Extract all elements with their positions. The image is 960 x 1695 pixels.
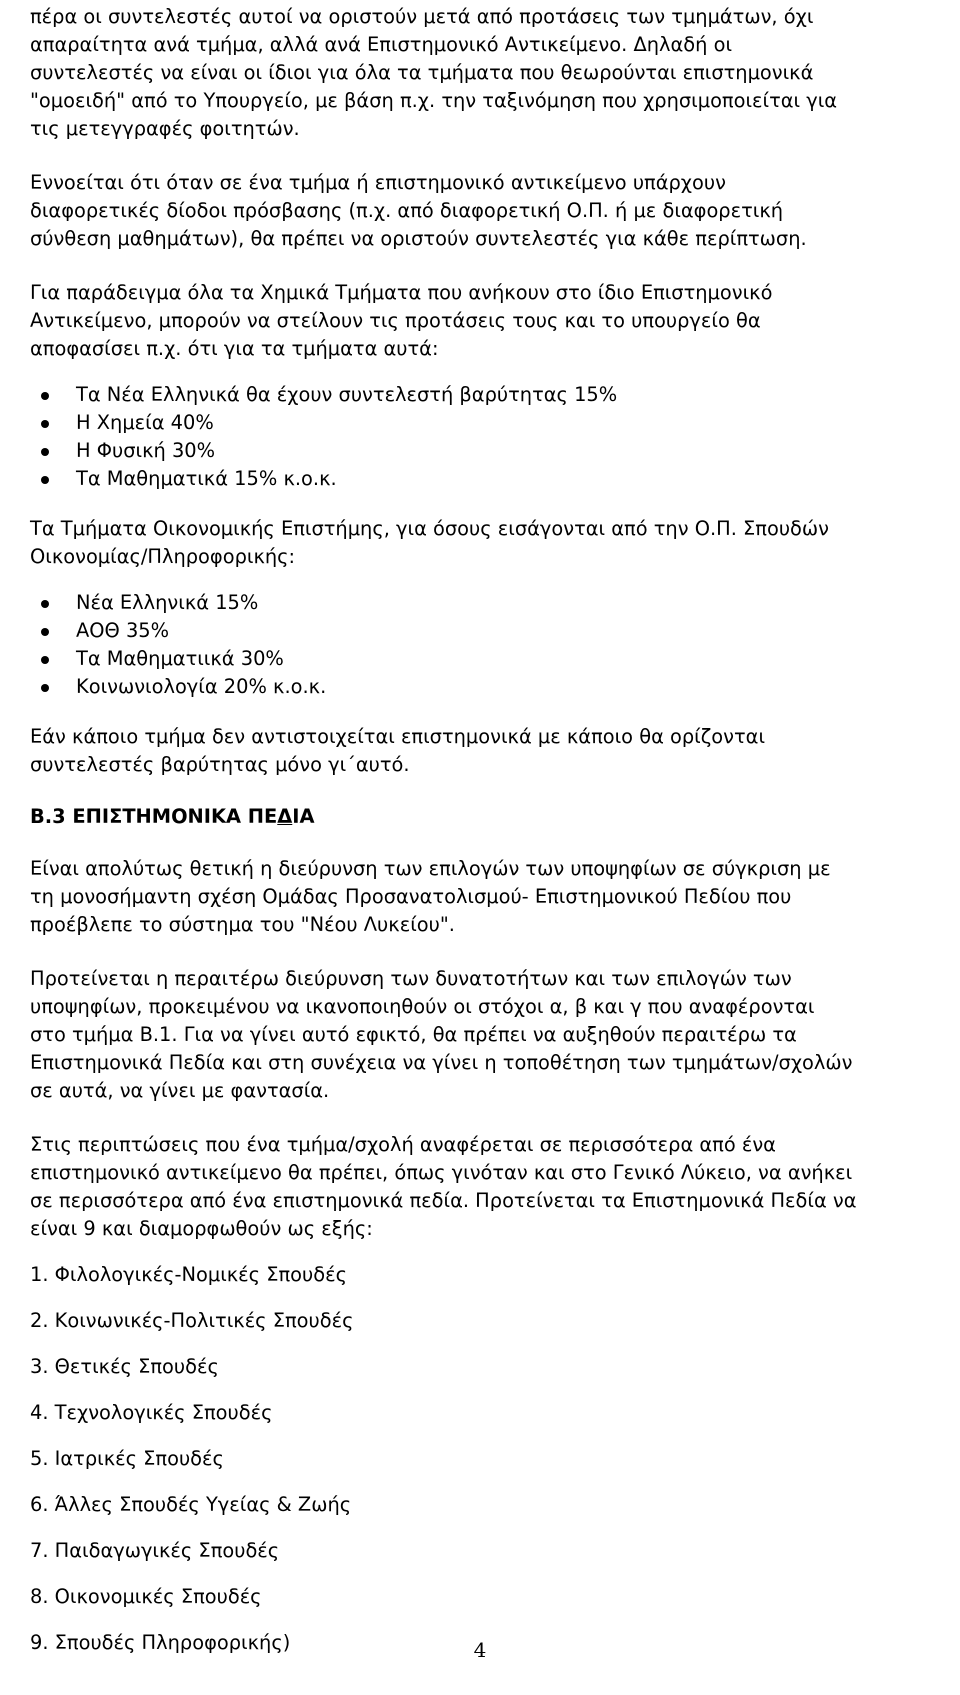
bullet-list-chemistry xyxy=(30,381,950,493)
text-line: Στις περιπτώσεις που ένα τμήμα/σχολή αναφέρεται σε περισσότερα από ένα xyxy=(30,1133,776,1156)
text-line: αποφασίσει π.χ. ότι για τα τμήματα αυτά: xyxy=(30,337,439,360)
text-line: Επιστημονικά Πεδία και στη συνέχεια να γίνει η τοποθέτηση των τμημάτων/σχολών xyxy=(30,1051,853,1074)
paragraph-unmatched-department xyxy=(30,723,950,779)
bullet-list-economics xyxy=(30,589,950,701)
list-item: 6. Άλλες Σπουδές Υγείας & Ζωής xyxy=(30,1493,352,1516)
section-heading xyxy=(30,803,950,831)
text-line: σε περισσότερα από ένα επιστημονικά πεδία. Προτείνεται τα Επιστημονικά Πεδία να xyxy=(30,1189,857,1212)
text-line: πέρα οι συντελεστές αυτοί να οριστούν μετά από προτάσεις των τμημάτων, όχι xyxy=(30,5,814,28)
text-line: διαφορετικές δίοδοι πρόσβασης (π.χ. από διαφορετική Ο.Π. ή με διαφορετική xyxy=(30,199,784,222)
text-line: Εάν κάποιο τμήμα δεν αντιστοιχείται επιστημονικά με κάποιο θα ορίζονται xyxy=(30,725,766,748)
text-line: επιστημονικό αντικείμενο θα πρέπει, όπως γινόταν και στο Γενικό Λύκειο, να ανήκει xyxy=(30,1161,853,1184)
text-line: τη μονοσήμαντη σχέση Ομάδας Προσανατολισμού- Επιστημονικού Πεδίου που xyxy=(30,885,792,908)
text-line: Είναι απολύτως θετική η διεύρυνση των επιλογών των υποψηφίων σε σύγκριση με xyxy=(30,857,831,880)
heading-suffix: ΙΑ xyxy=(292,805,315,828)
list-item: 4. Τεχνολογικές Σπουδές xyxy=(30,1401,273,1424)
text-line: τις μετεγγραφές φοιτητών. xyxy=(30,117,300,140)
list-item: 9. Σπουδές Πληροφορικής) xyxy=(30,1631,291,1654)
text-line: Αντικείμενο, μπορούν να στείλουν τις προτάσεις τους και το υπουργείο θα xyxy=(30,309,761,332)
text-line: υποψηφίων, προκειμένου να ικανοποιηθούν οι στόχοι α, β και γ που αναφέρονται xyxy=(30,995,815,1018)
list-item: Κοινωνιολογία 20% κ.ο.κ. xyxy=(30,673,950,701)
list-item: Τα Μαθηματιικά 30% xyxy=(30,645,950,673)
text-line: Τα Τμήματα Οικονομικής Επιστήμης, για όσους εισάγονται από την Ο.Π. Σπουδών xyxy=(30,517,829,540)
list-item: Τα Νέα Ελληνικά θα έχουν συντελεστή βαρύτητας 15% xyxy=(30,381,950,409)
text-line: Οικονομίας/Πληροφορικής: xyxy=(30,545,296,568)
text-line: προέβλεπε το σύστημα του "Νέου Λυκείου". xyxy=(30,913,455,936)
list-item: Νέα Ελληνικά 15% xyxy=(30,589,950,617)
heading-prefix: Β.3 ΕΠΙΣΤΗΜΟΝΙΚΑ ΠΕ xyxy=(30,805,278,828)
list-item: Η Χημεία 40% xyxy=(30,409,950,437)
list-item: 7. Παιδαγωγικές Σπουδές xyxy=(30,1539,280,1562)
text-line: σε αυτά, να γίνει με φαντασία. xyxy=(30,1079,330,1102)
scientific-fields-list xyxy=(30,1261,950,1657)
paragraph-multiple-fields xyxy=(30,1131,950,1243)
heading-underlined-letter: Δ xyxy=(277,805,293,828)
list-item: 5. Ιατρικές Σπουδές xyxy=(30,1447,224,1470)
paragraph-economics-example xyxy=(30,515,950,571)
paragraph-coefficients-intro xyxy=(30,3,950,143)
list-item: ΑΟΘ 35% xyxy=(30,617,950,645)
list-item: 2. Κοινωνικές-Πολιτικές Σπουδές xyxy=(30,1309,354,1332)
text-line: σύνθεση μαθημάτων), θα πρέπει να οριστούν συντελεστές για κάθε περίπτωση. xyxy=(30,227,807,250)
text-line: είναι 9 και διαμορφωθούν ως εξής: xyxy=(30,1217,373,1240)
page-number: 4 xyxy=(473,1638,487,1662)
document-body xyxy=(30,0,950,1675)
paragraph-access-paths xyxy=(30,169,950,253)
list-item: 3. Θετικές Σπουδές xyxy=(30,1355,219,1378)
list-item: Τα Μαθηματικά 15% κ.ο.κ. xyxy=(30,465,950,493)
text-line: στο τμήμα Β.1. Για να γίνει αυτό εφικτό, θα πρέπει να αυξηθούν περαιτέρω τα xyxy=(30,1023,797,1046)
list-item: Η Φυσική 30% xyxy=(30,437,950,465)
paragraph-further-broadening xyxy=(30,965,950,1105)
text-line: απαραίτητα ανά τμήμα, αλλά ανά Επιστημονικό Αντικείμενο. Δηλαδή οι xyxy=(30,33,733,56)
text-line: Προτείνεται η περαιτέρω διεύρυνση των δυνατοτήτων και των επιλογών των xyxy=(30,967,792,990)
paragraph-chemistry-example xyxy=(30,279,950,363)
paragraph-broadening-positive xyxy=(30,855,950,939)
list-item: 8. Οικονομικές Σπουδές xyxy=(30,1585,262,1608)
text-line: "ομοειδή" από το Υπουργείο, με βάση π.χ. την ταξινόμηση που χρησιμοποιείται για xyxy=(30,89,838,112)
text-line: συντελεστές βαρύτητας μόνο γι΄αυτό. xyxy=(30,753,410,776)
text-line: συντελεστές να είναι οι ίδιοι για όλα τα τμήματα που θεωρούνται επιστημονικά xyxy=(30,61,814,84)
text-line: Εννοείται ότι όταν σε ένα τμήμα ή επιστημονικό αντικείμενο υπάρχουν xyxy=(30,171,726,194)
list-item: 1. Φιλολογικές-Νομικές Σπουδές xyxy=(30,1263,347,1286)
text-line: Για παράδειγμα όλα τα Χημικά Τμήματα που ανήκουν στο ίδιο Επιστημονικό xyxy=(30,281,773,304)
